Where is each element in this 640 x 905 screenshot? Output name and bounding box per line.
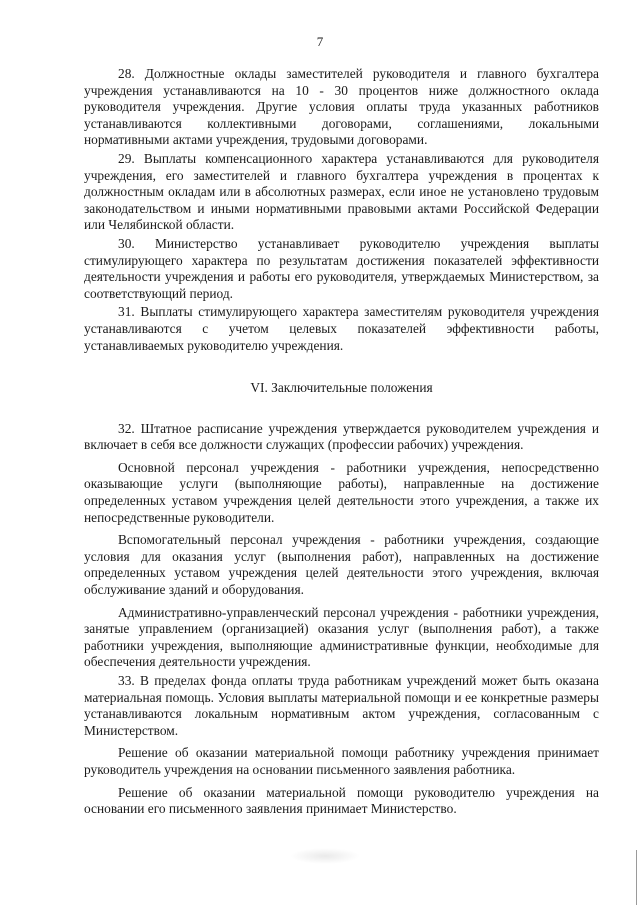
paragraph-33: 33. В пределах фонда оплаты труда работникам учреждений может быть оказана материальная помощь. Условия выплаты материальной помощи и ее конкретные размеры устанавливаются локальным нормативным актом учреждения, согласованным с Министерством. <box>84 673 599 738</box>
paragraph-main-staff: Основной персонал учреждения - работники учреждения, непосредственно оказывающие услуги (выполняющие работы), направленные на достижение определенных уставом учреждения целей деятельности этого учреждения, а также их непосредственные руководители. <box>84 459 599 525</box>
paragraph-29: 29. Выплаты компенсационного характера устанавливаются для руководителя учреждения, его заместителей и главного бухгалтера учреждения в процентах к должностным окладам или в абсолютных размерах, если иное не установлено трудовым законодательством и иными нормативными правовыми актами Российской Федерации или Челябинской области. <box>84 150 599 233</box>
scan-edge-line <box>636 850 637 905</box>
paragraph-aid-head: Решение об оказании материальной помощи руководителю учреждения на основании его письменного заявления принимает Министерство. <box>84 784 599 817</box>
paragraph-32: 32. Штатное расписание учреждения утверждается руководителем учреждения и включает в себя все должности служащих (профессии рабочих) учреждения. <box>84 420 599 453</box>
paragraph-support-staff: Вспомогательный персонал учреждения - работники учреждения, создающие условия для оказания услуг (выполнения работ), направленных на достижение определенных уставом учреждения целей деятельности этого учреждения, включая обслуживание зданий и оборудования. <box>84 532 599 598</box>
page-number: 7 <box>316 34 324 49</box>
paragraph-admin-staff: Административно-управленческий персонал учреждения - работники учреждения, занятые управлением (организацией) оказания услуг (выполнения работ), а также работники учреждения, выполняющие административные функции, необходимые для обеспечения деятельности учреждения. <box>84 604 599 670</box>
paragraph-28: 28. Должностные оклады заместителей руководителя и главного бухгалтера учреждения устанавливаются на 10 - 30 процентов ниже должностного оклада руководителя учреждения. Другие условия оплаты труда указанных работников устанавливаются коллективными договорами, соглашениями, локальными нормативными актами учреждения, трудовыми договорами. <box>84 66 599 148</box>
scan-artifact <box>290 848 360 864</box>
section-heading: VI. Заключительные положения <box>250 380 433 396</box>
document-body <box>84 66 599 818</box>
paragraph-30: 30. Министерство устанавливает руководителю учреждения выплаты стимулирующего характера по результатам достижения показателей эффективности деятельности учреждения и работы его руководителя, утверждаемых Министерством, за соответствующий период. <box>84 235 599 301</box>
paragraph-aid-employee: Решение об оказании материальной помощи работнику учреждения принимает руководитель учреждения на основании письменного заявления работника. <box>84 745 599 777</box>
paragraph-31: 31. Выплаты стимулирующего характера заместителям руководителя учреждения устанавливаются с учетом целевых показателей эффективности работы, устанавливаемых руководителю учреждения. <box>84 304 599 353</box>
